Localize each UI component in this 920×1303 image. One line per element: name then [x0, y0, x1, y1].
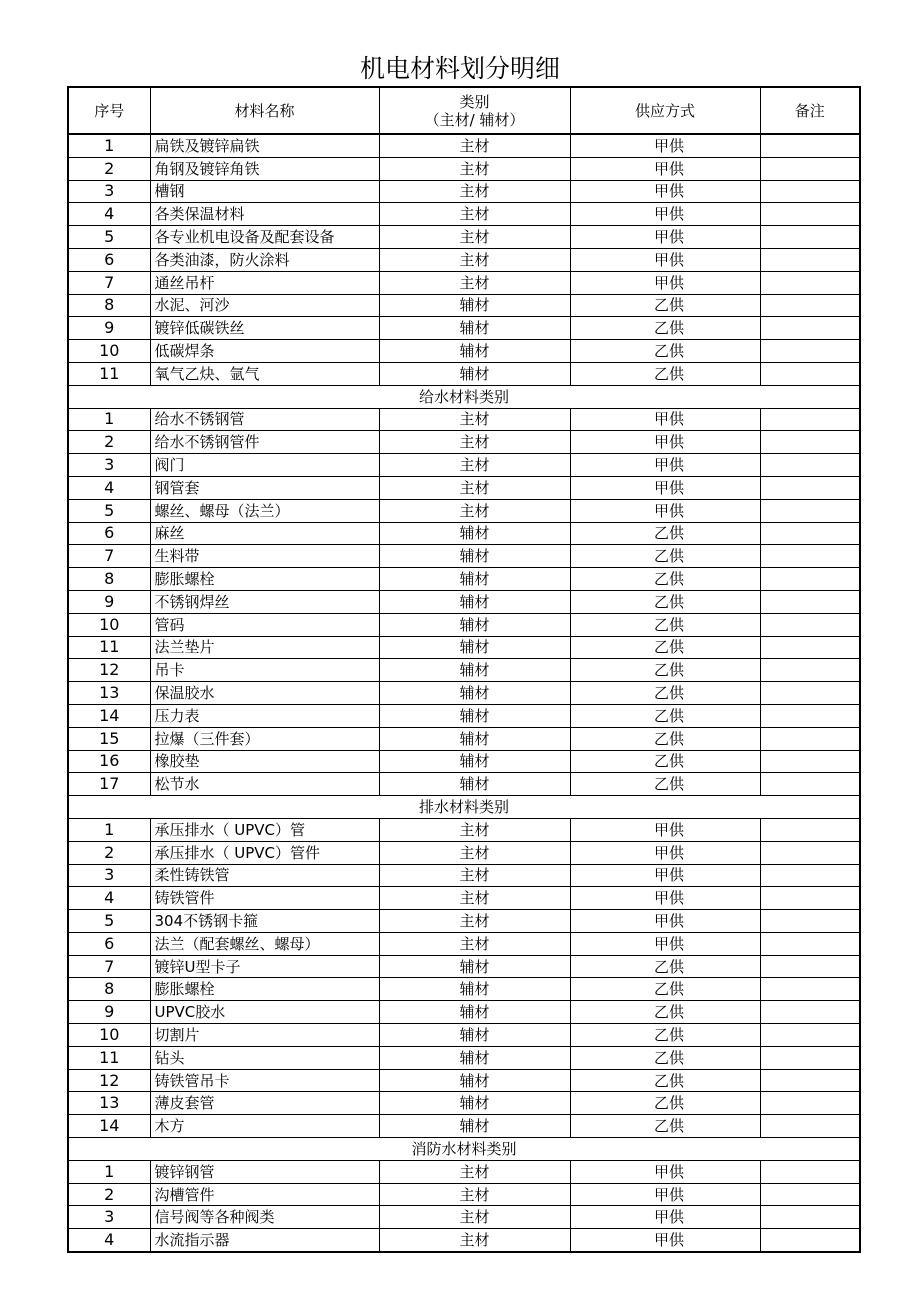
cell-category: 辅材	[379, 1024, 570, 1047]
table-row	[68, 340, 860, 363]
cell-remark	[760, 1092, 860, 1115]
cell-name: 各类油漆，防火涂料	[150, 248, 379, 271]
cell-no: 2	[68, 841, 150, 864]
cell-remark	[760, 1024, 860, 1047]
cell-name: 保温胶水	[150, 682, 379, 705]
cell-name: 水流指示器	[150, 1229, 379, 1252]
cell-supply: 甲供	[570, 180, 760, 203]
cell-supply: 乙供	[570, 340, 760, 363]
cell-name: UPVC胶水	[150, 1001, 379, 1024]
table-row	[68, 841, 860, 864]
cell-no: 10	[68, 613, 150, 636]
table-row	[68, 932, 860, 955]
table-row	[68, 659, 860, 682]
cell-remark	[760, 522, 860, 545]
cell-supply: 甲供	[570, 1183, 760, 1206]
header-no: 序号	[68, 87, 150, 134]
cell-remark	[760, 340, 860, 363]
cell-remark	[760, 955, 860, 978]
table-row	[68, 910, 860, 933]
cell-remark	[760, 682, 860, 705]
cell-supply: 甲供	[570, 134, 760, 157]
table-row	[68, 978, 860, 1001]
section-header-row	[68, 385, 860, 408]
table-row	[68, 750, 860, 773]
cell-no: 9	[68, 590, 150, 613]
cell-supply: 甲供	[570, 248, 760, 271]
table-row	[68, 317, 860, 340]
cell-no: 8	[68, 978, 150, 1001]
cell-no: 15	[68, 727, 150, 750]
header-category-line2: （主材/ 辅材）	[424, 110, 525, 129]
cell-category: 主材	[379, 1206, 570, 1229]
cell-remark	[760, 294, 860, 317]
cell-supply: 乙供	[570, 362, 760, 385]
cell-name: 给水不锈钢管件	[150, 431, 379, 454]
cell-no: 13	[68, 682, 150, 705]
section-title: 消防水材料类别	[68, 1138, 860, 1161]
cell-no: 17	[68, 773, 150, 796]
table-row	[68, 294, 860, 317]
table-row	[68, 727, 860, 750]
cell-supply: 甲供	[570, 818, 760, 841]
cell-category: 辅材	[379, 773, 570, 796]
cell-category: 主材	[379, 476, 570, 499]
cell-name: 沟槽管件	[150, 1183, 379, 1206]
cell-name: 扁铁及镀锌扁铁	[150, 134, 379, 157]
cell-remark	[760, 1183, 860, 1206]
cell-category: 辅材	[379, 590, 570, 613]
cell-supply: 甲供	[570, 887, 760, 910]
cell-no: 5	[68, 499, 150, 522]
table-row	[68, 499, 860, 522]
cell-remark	[760, 271, 860, 294]
cell-supply: 甲供	[570, 157, 760, 180]
cell-category: 辅材	[379, 727, 570, 750]
cell-no: 16	[68, 750, 150, 773]
cell-category: 主材	[379, 226, 570, 249]
cell-supply: 乙供	[570, 773, 760, 796]
cell-remark	[760, 454, 860, 477]
cell-name: 阀门	[150, 454, 379, 477]
cell-category: 主材	[379, 271, 570, 294]
cell-name: 角钢及镀锌角铁	[150, 157, 379, 180]
cell-name: 承压排水（ UPVC）管件	[150, 841, 379, 864]
table-row	[68, 248, 860, 271]
cell-name: 承压排水（ UPVC）管	[150, 818, 379, 841]
cell-no: 2	[68, 431, 150, 454]
cell-supply: 乙供	[570, 568, 760, 591]
cell-remark	[760, 750, 860, 773]
cell-supply: 乙供	[570, 1024, 760, 1047]
cell-no: 2	[68, 157, 150, 180]
table-row	[68, 1092, 860, 1115]
cell-supply: 乙供	[570, 682, 760, 705]
cell-supply: 乙供	[570, 294, 760, 317]
cell-supply: 甲供	[570, 271, 760, 294]
cell-category: 主材	[379, 818, 570, 841]
table-row	[68, 180, 860, 203]
cell-remark	[760, 362, 860, 385]
cell-remark	[760, 1046, 860, 1069]
cell-no: 2	[68, 1183, 150, 1206]
cell-name: 信号阀等各种阀类	[150, 1206, 379, 1229]
cell-no: 1	[68, 134, 150, 157]
cell-name: 生料带	[150, 545, 379, 568]
cell-no: 6	[68, 522, 150, 545]
cell-name: 螺丝、螺母（法兰）	[150, 499, 379, 522]
cell-remark	[760, 659, 860, 682]
cell-category: 辅材	[379, 704, 570, 727]
cell-remark	[760, 1206, 860, 1229]
cell-no: 14	[68, 704, 150, 727]
cell-category: 主材	[379, 841, 570, 864]
cell-category: 辅材	[379, 1069, 570, 1092]
cell-supply: 乙供	[570, 317, 760, 340]
cell-no: 4	[68, 887, 150, 910]
cell-supply: 甲供	[570, 226, 760, 249]
materials-table	[67, 86, 861, 1253]
cell-no: 5	[68, 910, 150, 933]
cell-category: 主材	[379, 408, 570, 431]
cell-supply: 乙供	[570, 613, 760, 636]
cell-remark	[760, 1115, 860, 1138]
cell-no: 4	[68, 476, 150, 499]
section-title: 给水材料类别	[68, 385, 860, 408]
section-title: 排水材料类别	[68, 796, 860, 819]
cell-supply: 甲供	[570, 454, 760, 477]
cell-supply: 甲供	[570, 864, 760, 887]
table-row	[68, 454, 860, 477]
cell-no: 6	[68, 248, 150, 271]
table-row	[68, 1001, 860, 1024]
table-row	[68, 203, 860, 226]
cell-no: 1	[68, 818, 150, 841]
cell-category: 辅材	[379, 750, 570, 773]
cell-supply: 乙供	[570, 955, 760, 978]
table-row	[68, 362, 860, 385]
cell-no: 5	[68, 226, 150, 249]
cell-no: 7	[68, 955, 150, 978]
cell-no: 7	[68, 545, 150, 568]
cell-no: 8	[68, 568, 150, 591]
cell-no: 8	[68, 294, 150, 317]
table-row	[68, 522, 860, 545]
cell-remark	[760, 818, 860, 841]
table-row	[68, 157, 860, 180]
cell-remark	[760, 1001, 860, 1024]
cell-supply: 乙供	[570, 1046, 760, 1069]
cell-category: 辅材	[379, 1046, 570, 1069]
cell-name: 松节水	[150, 773, 379, 796]
cell-name: 压力表	[150, 704, 379, 727]
cell-remark	[760, 887, 860, 910]
cell-category: 辅材	[379, 545, 570, 568]
cell-category: 主材	[379, 203, 570, 226]
cell-supply: 乙供	[570, 727, 760, 750]
cell-category: 辅材	[379, 978, 570, 1001]
table-row	[68, 134, 860, 157]
cell-category: 主材	[379, 180, 570, 203]
cell-no: 7	[68, 271, 150, 294]
cell-no: 14	[68, 1115, 150, 1138]
cell-remark	[760, 134, 860, 157]
cell-category: 辅材	[379, 1001, 570, 1024]
cell-supply: 乙供	[570, 636, 760, 659]
cell-remark	[760, 613, 860, 636]
table-row	[68, 590, 860, 613]
cell-supply: 甲供	[570, 476, 760, 499]
cell-category: 辅材	[379, 1092, 570, 1115]
cell-no: 13	[68, 1092, 150, 1115]
cell-no: 1	[68, 408, 150, 431]
table-body	[68, 134, 860, 1252]
cell-name: 薄皮套管	[150, 1092, 379, 1115]
cell-category: 主材	[379, 499, 570, 522]
table-row	[68, 773, 860, 796]
table-row	[68, 955, 860, 978]
cell-category: 辅材	[379, 955, 570, 978]
section-header-row	[68, 796, 860, 819]
cell-remark	[760, 248, 860, 271]
cell-category: 主材	[379, 1229, 570, 1252]
cell-category: 主材	[379, 932, 570, 955]
cell-remark	[760, 1069, 860, 1092]
cell-category: 辅材	[379, 613, 570, 636]
cell-category: 主材	[379, 887, 570, 910]
cell-remark	[760, 317, 860, 340]
table-row	[68, 1024, 860, 1047]
cell-name: 不锈钢焊丝	[150, 590, 379, 613]
page-title: 机电材料划分明细	[359, 54, 560, 83]
cell-name: 法兰垫片	[150, 636, 379, 659]
cell-name: 水泥、河沙	[150, 294, 379, 317]
cell-no: 9	[68, 317, 150, 340]
cell-supply: 甲供	[570, 408, 760, 431]
cell-supply: 甲供	[570, 431, 760, 454]
cell-no: 12	[68, 659, 150, 682]
cell-category: 主材	[379, 1183, 570, 1206]
cell-remark	[760, 864, 860, 887]
cell-category: 辅材	[379, 682, 570, 705]
table-row	[68, 682, 860, 705]
cell-name: 镀锌钢管	[150, 1160, 379, 1183]
cell-remark	[760, 727, 860, 750]
cell-remark	[760, 226, 860, 249]
cell-no: 4	[68, 1229, 150, 1252]
cell-supply: 乙供	[570, 659, 760, 682]
cell-remark	[760, 431, 860, 454]
table-row	[68, 1160, 860, 1183]
cell-name: 304不锈钢卡箍	[150, 910, 379, 933]
cell-no: 10	[68, 1024, 150, 1047]
cell-category: 辅材	[379, 522, 570, 545]
table-row	[68, 1069, 860, 1092]
cell-name: 麻丝	[150, 522, 379, 545]
cell-category: 主材	[379, 431, 570, 454]
cell-supply: 乙供	[570, 704, 760, 727]
cell-remark	[760, 978, 860, 1001]
table-row	[68, 226, 860, 249]
table-row	[68, 271, 860, 294]
cell-supply: 甲供	[570, 841, 760, 864]
cell-remark	[760, 636, 860, 659]
header-name: 材料名称	[150, 87, 379, 134]
table-row	[68, 545, 860, 568]
cell-no: 3	[68, 864, 150, 887]
cell-no: 11	[68, 1046, 150, 1069]
table-row	[68, 1183, 860, 1206]
cell-name: 通丝吊杆	[150, 271, 379, 294]
cell-category: 辅材	[379, 362, 570, 385]
cell-remark	[760, 841, 860, 864]
table-row	[68, 1229, 860, 1252]
cell-no: 1	[68, 1160, 150, 1183]
cell-category: 辅材	[379, 1115, 570, 1138]
cell-remark	[760, 180, 860, 203]
cell-name: 膨胀螺栓	[150, 568, 379, 591]
table-row	[68, 1206, 860, 1229]
cell-category: 主材	[379, 157, 570, 180]
cell-remark	[760, 568, 860, 591]
cell-category: 主材	[379, 134, 570, 157]
cell-category: 辅材	[379, 659, 570, 682]
header-supply: 供应方式	[570, 87, 760, 134]
cell-remark	[760, 499, 860, 522]
table-row	[68, 431, 860, 454]
cell-no: 3	[68, 1206, 150, 1229]
table-row	[68, 818, 860, 841]
cell-category: 主材	[379, 454, 570, 477]
cell-name: 钻头	[150, 1046, 379, 1069]
cell-no: 12	[68, 1069, 150, 1092]
cell-remark	[760, 203, 860, 226]
cell-supply: 乙供	[570, 1001, 760, 1024]
cell-category: 辅材	[379, 340, 570, 363]
cell-category: 主材	[379, 1160, 570, 1183]
cell-no: 4	[68, 203, 150, 226]
cell-category: 辅材	[379, 568, 570, 591]
cell-name: 钢管套	[150, 476, 379, 499]
table-row	[68, 887, 860, 910]
table-header-row	[68, 87, 860, 134]
cell-category: 主材	[379, 864, 570, 887]
cell-supply: 甲供	[570, 203, 760, 226]
cell-supply: 甲供	[570, 1206, 760, 1229]
cell-name: 给水不锈钢管	[150, 408, 379, 431]
cell-supply: 乙供	[570, 522, 760, 545]
cell-remark	[760, 476, 860, 499]
table-row	[68, 864, 860, 887]
cell-name: 槽钢	[150, 180, 379, 203]
cell-no: 3	[68, 454, 150, 477]
header-category-line1: 类别	[459, 92, 490, 111]
cell-name: 镀锌U型卡子	[150, 955, 379, 978]
cell-remark	[760, 590, 860, 613]
cell-category: 主材	[379, 248, 570, 271]
cell-supply: 甲供	[570, 1160, 760, 1183]
cell-name: 铸铁管吊卡	[150, 1069, 379, 1092]
table-row	[68, 476, 860, 499]
cell-category: 辅材	[379, 317, 570, 340]
cell-remark	[760, 932, 860, 955]
header-remark: 备注	[760, 87, 860, 134]
cell-name: 吊卡	[150, 659, 379, 682]
cell-no: 9	[68, 1001, 150, 1024]
header-category	[379, 87, 570, 134]
table-row	[68, 568, 860, 591]
cell-supply: 乙供	[570, 750, 760, 773]
table-row	[68, 408, 860, 431]
cell-no: 11	[68, 636, 150, 659]
cell-supply: 甲供	[570, 910, 760, 933]
cell-no: 3	[68, 180, 150, 203]
cell-name: 膨胀螺栓	[150, 978, 379, 1001]
cell-remark	[760, 910, 860, 933]
cell-no: 10	[68, 340, 150, 363]
cell-name: 柔性铸铁管	[150, 864, 379, 887]
cell-category: 辅材	[379, 636, 570, 659]
cell-supply: 乙供	[570, 1115, 760, 1138]
table-row	[68, 1115, 860, 1138]
cell-remark	[760, 408, 860, 431]
cell-remark	[760, 704, 860, 727]
cell-supply: 乙供	[570, 1069, 760, 1092]
cell-remark	[760, 1160, 860, 1183]
table-row	[68, 1046, 860, 1069]
cell-name: 各类保温材料	[150, 203, 379, 226]
cell-name: 拉爆（三件套）	[150, 727, 379, 750]
table-row	[68, 636, 860, 659]
cell-no: 6	[68, 932, 150, 955]
cell-name: 切割片	[150, 1024, 379, 1047]
cell-name: 镀锌低碳铁丝	[150, 317, 379, 340]
cell-remark	[760, 545, 860, 568]
table-row	[68, 613, 860, 636]
cell-remark	[760, 157, 860, 180]
cell-supply: 甲供	[570, 1229, 760, 1252]
section-header-row	[68, 1138, 860, 1161]
cell-name: 橡胶垫	[150, 750, 379, 773]
cell-category: 主材	[379, 910, 570, 933]
cell-name: 铸铁管件	[150, 887, 379, 910]
cell-no: 11	[68, 362, 150, 385]
cell-supply: 甲供	[570, 499, 760, 522]
cell-supply: 乙供	[570, 545, 760, 568]
cell-supply: 乙供	[570, 590, 760, 613]
table-row	[68, 704, 860, 727]
cell-remark	[760, 773, 860, 796]
cell-name: 各专业机电设备及配套设备	[150, 226, 379, 249]
cell-supply: 甲供	[570, 932, 760, 955]
cell-name: 木方	[150, 1115, 379, 1138]
cell-name: 管码	[150, 613, 379, 636]
cell-remark	[760, 1229, 860, 1252]
cell-supply: 乙供	[570, 978, 760, 1001]
cell-name: 低碳焊条	[150, 340, 379, 363]
cell-name: 氧气乙炔、氩气	[150, 362, 379, 385]
cell-name: 法兰（配套螺丝、螺母）	[150, 932, 379, 955]
cell-category: 辅材	[379, 294, 570, 317]
cell-supply: 乙供	[570, 1092, 760, 1115]
